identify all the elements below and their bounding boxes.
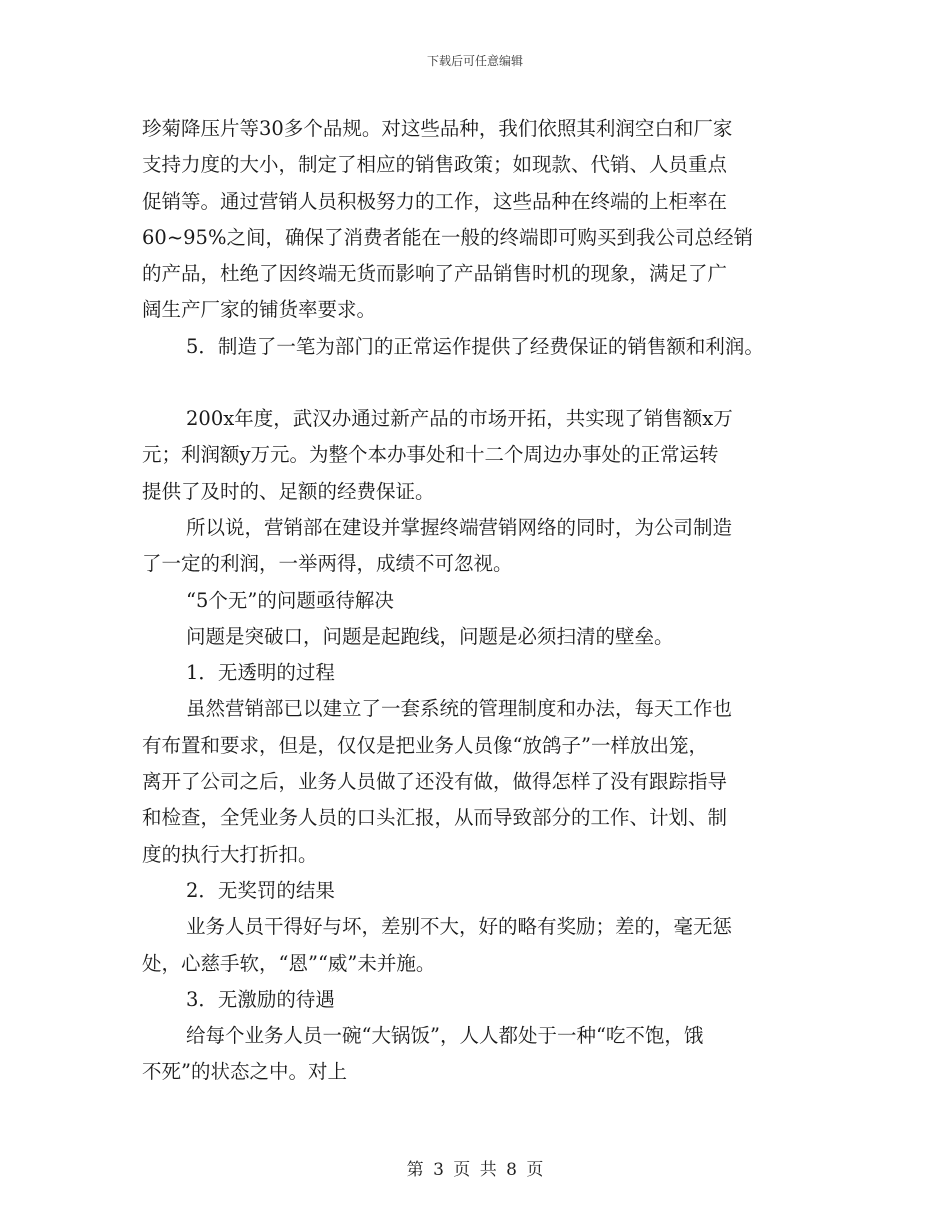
- body-line: 所以说，营销部在建设并掌握终端营销网络的同时，为公司制造: [186, 515, 733, 539]
- body-line: 支持力度的大小，制定了相应的销售政策；如现款、代销、人员重点: [142, 153, 728, 177]
- body-line: 虽然营销部已以建立了一套系统的管理制度和办法，每天工作也: [186, 697, 733, 721]
- body-line: 度的执行大打折扣。: [142, 842, 318, 866]
- body-line: 珍菊降压片等30多个品规。对这些品种，我们依照其利润空白和厂家: [142, 117, 733, 140]
- body-line: 阔生产厂家的铺货率要求。: [142, 298, 377, 322]
- body-line: 了一定的利润，一举两得，成绩不可忽视。: [142, 552, 513, 576]
- subheading-1: 1．无透明的过程: [186, 661, 335, 685]
- body-line: 60~95%之间，确保了消费者能在一般的终端即可购买到我公司总经销: [142, 225, 753, 249]
- body-line: 促销等。通过营销人员积极努力的工作，这些品种在终端的上柜率在: [142, 189, 728, 213]
- body-line: 200x年度，武汉办通过新产品的市场开拓，共实现了销售额x万: [186, 407, 733, 431]
- paragraph-gap: [142, 365, 832, 401]
- body-line: 处，心慈手软，“恩”“威”未并施。: [142, 951, 436, 975]
- body-line: 有布置和要求，但是，仅仅是把业务人员像“放鸽子”一样放出笼，: [142, 733, 708, 757]
- body-line: 的产品，杜绝了因终端无货而影响了产品销售时机的现象，满足了广: [142, 262, 728, 286]
- subheading-2: 2．无奖罚的结果: [186, 878, 335, 902]
- list-item-5: 5．制造了一笔为部门的正常运作提供了经费保证的销售额和利润。: [186, 334, 764, 358]
- body-line: 提供了及时的、足额的经费保证。: [142, 479, 435, 503]
- page-header: 下载后可任意编辑: [426, 54, 523, 68]
- subheading-3: 3．无激励的待遇: [186, 987, 335, 1011]
- body-line: 和检查，全凭业务人员的口头汇报，从而导致部分的工作、计划、制: [142, 806, 728, 830]
- body-line: 不死”的状态之中。对上: [142, 1060, 347, 1084]
- body-line: 元；利润额y万元。为整个本办事处和十二个周边办事处的正常运转: [142, 443, 719, 467]
- body-line: 问题是突破口，问题是起跑线，问题是必须扫清的壁垒。: [186, 624, 674, 648]
- page-footer: 第 3 页 共 8 页: [406, 1160, 544, 1180]
- body-line: 离开了公司之后，业务人员做了还没有做，做得怎样了没有跟踪指导: [142, 770, 728, 794]
- body-line: 业务人员干得好与坏，差别不大，好的略有奖励；差的，毫无惩: [186, 915, 733, 939]
- body-line: 给每个业务人员一碗“大锅饭”，人人都处于一种“吃不饱，饿: [186, 1024, 704, 1048]
- section-heading: “5个无”的问题亟待解决: [186, 588, 394, 612]
- document-body: [142, 111, 832, 1091]
